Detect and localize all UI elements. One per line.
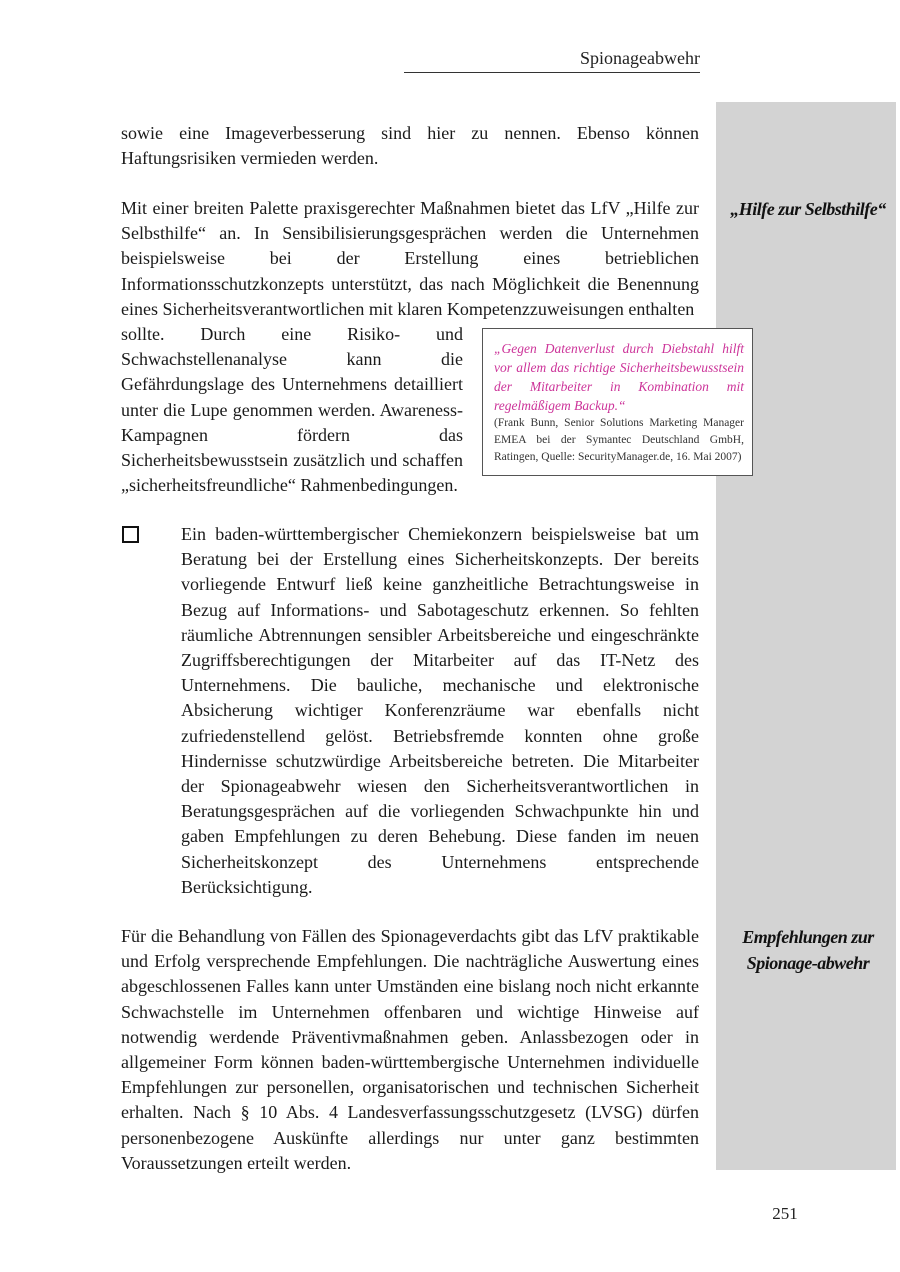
margin-note-hilfe-zur-selbsthilfe: „Hilfe zur Selbsthilfe“ — [730, 199, 886, 219]
paragraph-empfehlungen: Für die Behandlung von Fällen des Spionageverdachts gibt das LfV praktikable und Erfolg versprechende Empfehlungen. Die nachträgliche Auswertung eines abgeschlossenen Falles kann unter Umständen eine bislang noch nicht erkannte Schwachstelle im Unternehmen offenbaren und wichtige Hinweise auf notwendig werdende Präventivmaßnahmen geben. Anlassbezogen oder in allgemeiner Form können baden-württembergische Unternehmen individuelle Empfehlungen zur personellen, organisatorischen und technischen Sicherheit erhalten. Nach § 10 Abs. 4 Landesverfassungsschutzgesetz (LVSG) dürfen personenbezogene Auskünfte allerdings nur unter ganz bestimmten Voraussetzungen erteilt werden. — [121, 926, 699, 1173]
header-rule — [404, 72, 700, 73]
quote-text: „Gegen Datenverlust durch Diebstahl hilft vor allem das richtige Sicherheitsbewusstsein der Mitarbeiter in Kombination mit regelmäßigem Backup.“ — [494, 341, 744, 413]
paragraph-intro: sowie eine Imageverbesserung sind hier zu nennen. Ebenso können Haftungsrisiken vermieden werden. — [121, 123, 699, 169]
paragraph-hilfe-continued: sollte. Durch eine Risiko- und Schwachstellenanalyse kann die Gefährdungslage des Unternehmens detailliert unter die Lupe genommen werden. Awareness-Kampagnen fördern das Sicherheitsbewusstsein zusätzlich und schaffen „sicherheitsfreundliche“ Rahmenbedingungen. — [121, 324, 463, 496]
page-number: 251 — [772, 1204, 798, 1223]
quote-source: (Frank Bunn, Senior Solutions Marketing Manager EMEA bei der Symantec Deutschland GmbH, Ratingen, Quelle: SecurityManager.de, 16. Mai 2007) — [494, 417, 744, 463]
running-header: Spionageabwehr — [580, 48, 700, 68]
margin-note-empfehlungen: Empfehlungen zur Spionage-abwehr — [742, 927, 874, 973]
checkbox-bullet-icon — [122, 526, 139, 543]
paragraph-hilfe: Mit einer breiten Palette praxisgerechter Maßnahmen bietet das LfV „Hilfe zur Selbsthilfe“ an. In Sensibilisierungsgesprächen werden die Unternehmen beispielsweise bei der Erstellung eines betrieblichen Informationsschutzkonzepts unterstützt, das nach Möglichkeit die Benennung eines Sicherheitsverantwortlichen mit klaren Kompetenzzuweisungen enthalten — [121, 198, 699, 319]
paragraph-example: Ein baden-württembergischer Chemiekonzern beispielsweise bat um Beratung bei der Erstellung eines Sicherheitskonzepts. Der bereits vorliegende Entwurf ließ keine ganzheitliche Betrachtungsweise in Bezug auf Informations- und Sabotageschutz erkennen. So fehlten räumliche Abtrennungen sensibler Arbeitsbereiche und eingeschränkte Zugriffsberechtigungen der Mitarbeiter auf das IT-Netz des Unternehmens. Die bauliche, mechanische und elektronische Absicherung wichtiger Konferenzräume war ebenfalls nicht zufriedenstellend gelöst. Betriebsfremde konnten ohne große Hindernisse schutzwürdige Arbeitsbereiche betreten. Die Mitarbeiter der Spionageabwehr wiesen den Sicherheitsverantwortlichen in Beratungsgesprächen auf die vorliegenden Schwachpunkte hin und gaben Empfehlungen zu deren Behebung. Diese fanden im neuen Sicherheitskonzept des Unternehmens entsprechende Berücksichtigung. — [181, 524, 699, 897]
quote-box — [482, 328, 753, 476]
margin-sidebar — [716, 102, 896, 1170]
